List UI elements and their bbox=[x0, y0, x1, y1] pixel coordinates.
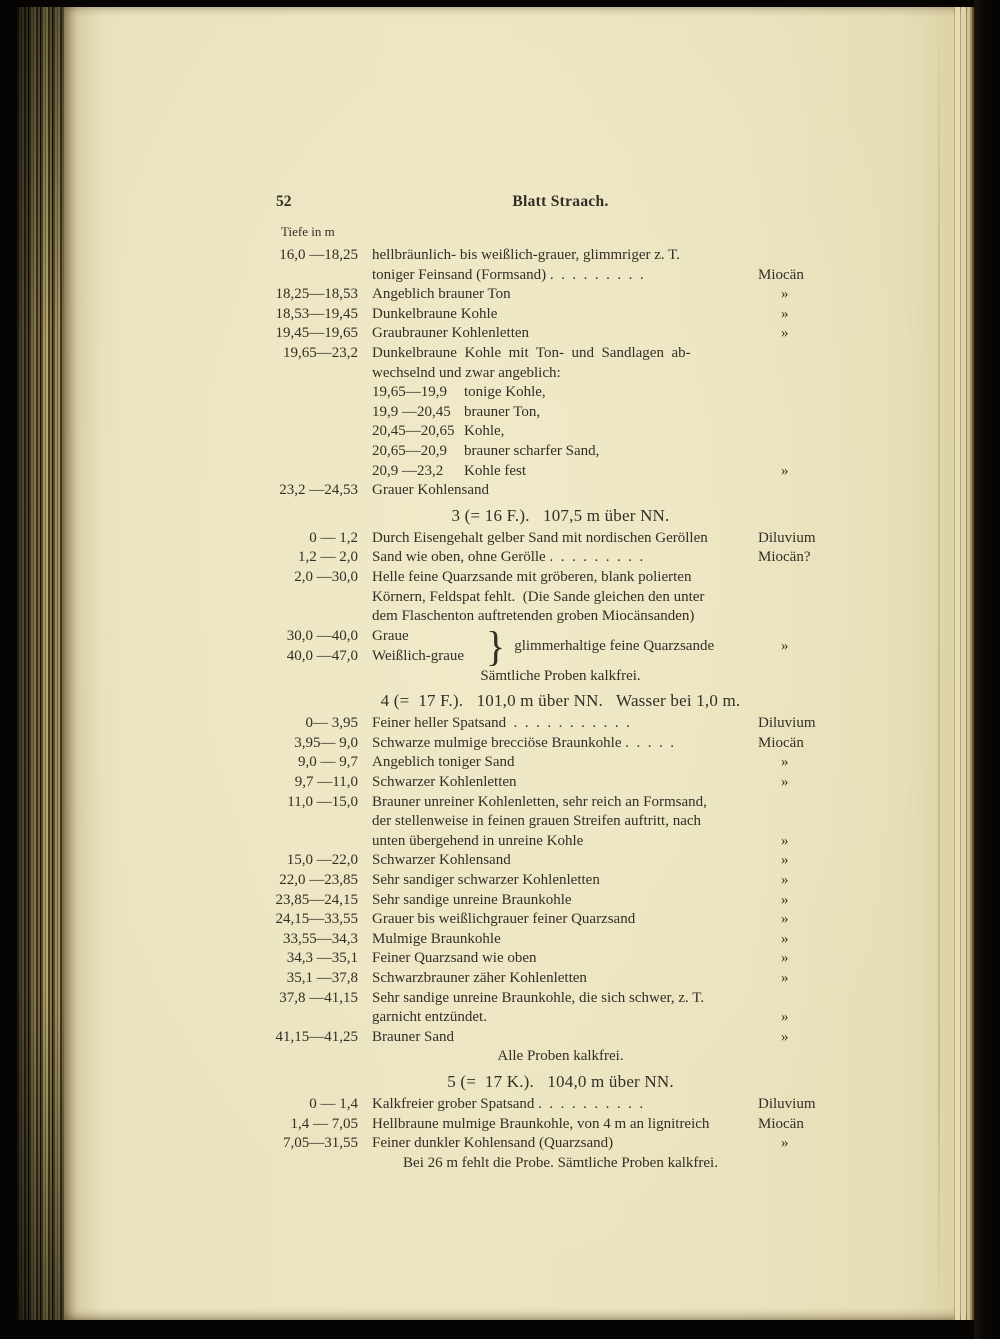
depth-column-header: Tiefe in m bbox=[281, 224, 335, 239]
table-row bbox=[273, 753, 848, 773]
table-row bbox=[273, 627, 486, 647]
layer-description: Graubrauner Kohlenletten bbox=[372, 325, 530, 342]
layer-description-text: brauner Ton, bbox=[464, 403, 541, 420]
stratum-label: » bbox=[781, 911, 789, 928]
table-row bbox=[273, 383, 848, 403]
layer-description: Dunkelbraune Kohle mit Ton- und Sandlagen ab- bbox=[372, 344, 691, 361]
table-row bbox=[273, 969, 848, 989]
layer-description: hellbräunlich- bis weißlich-grauer, glimmriger z. T. bbox=[372, 247, 680, 263]
layer-description: Sehr sandige unreine Braunkohle, die sich schwer, z. T. bbox=[372, 989, 705, 1006]
note-line: Bei 26 m fehlt die Probe. Sämtliche Proben kalkfrei. bbox=[403, 1154, 718, 1171]
layer-description-text: tonige Kohle, bbox=[464, 384, 546, 401]
sub-depth-range: 20,45—20,65 bbox=[372, 423, 455, 440]
layer-description: dem Flaschenton auftretenden groben Miocänsanden) bbox=[372, 608, 695, 625]
depth-range: 33,55—34,3 bbox=[283, 930, 358, 947]
table-row bbox=[273, 734, 848, 754]
depth-range: 11,0 —15,0 bbox=[287, 793, 358, 810]
stratum-label: » bbox=[781, 930, 789, 947]
depth-range: 9,0 — 9,7 bbox=[298, 754, 358, 771]
depth-range: 24,15—33,55 bbox=[275, 911, 358, 928]
layer-description: wechselnd und zwar angeblich: bbox=[372, 364, 561, 381]
layer-description: garnicht entzündet. bbox=[372, 1009, 487, 1026]
book-cover-edge bbox=[974, 0, 1000, 1339]
page-title: Blatt Straach. bbox=[512, 193, 609, 210]
table-row bbox=[273, 1115, 848, 1135]
note-line: Alle Proben kalkfrei. bbox=[497, 1048, 624, 1065]
borehole-table bbox=[273, 246, 848, 1173]
table-row bbox=[273, 1008, 848, 1028]
layer-description: Schwarzer Kohlensand bbox=[372, 852, 511, 869]
layer-description: Kalkfreier grober Spatsand . . . . . . . . . . bbox=[372, 1095, 644, 1112]
layer-description: Schwarzer Kohlenletten bbox=[372, 774, 517, 791]
depth-range: 0 — 1,4 bbox=[309, 1095, 358, 1112]
book-page bbox=[64, 7, 974, 1320]
stratum-label: » bbox=[781, 852, 789, 869]
table-row bbox=[273, 989, 848, 1009]
table-row bbox=[273, 246, 848, 266]
table-row bbox=[273, 832, 848, 852]
depth-range: 18,53—19,45 bbox=[275, 305, 358, 322]
stratum-label: » bbox=[781, 286, 789, 303]
depth-range: 19,45—19,65 bbox=[275, 325, 358, 342]
depth-range: 16,0 —18,25 bbox=[279, 247, 358, 263]
stratum-label: » bbox=[781, 891, 789, 908]
page-header bbox=[273, 192, 848, 214]
table-row bbox=[273, 305, 848, 325]
table-row bbox=[273, 548, 848, 568]
left-page-stack-edges bbox=[16, 7, 66, 1320]
table-row bbox=[273, 891, 848, 911]
depth-range: 40,0 —47,0 bbox=[286, 647, 358, 664]
borehole-section-heading: 5 (= 17 K.). 104,0 m über NN. bbox=[447, 1071, 674, 1091]
layer-description bbox=[372, 422, 758, 442]
table-row bbox=[273, 344, 848, 364]
table-row bbox=[273, 930, 848, 950]
table-row bbox=[273, 871, 848, 891]
depth-range: 22,0 —23,85 bbox=[279, 872, 358, 889]
stratum-label: Miocän bbox=[758, 266, 804, 283]
depth-range: 15,0 —22,0 bbox=[286, 852, 358, 869]
depth-range: 37,8 —41,15 bbox=[279, 989, 358, 1006]
layer-description: Feiner dunkler Kohlensand (Quarzsand) bbox=[372, 1135, 614, 1152]
depth-range: 3,95— 9,0 bbox=[294, 734, 358, 751]
layer-description: Angeblich toniger Sand bbox=[372, 754, 515, 771]
layer-description: Sand wie oben, ohne Gerölle . . . . . . . . . bbox=[372, 549, 644, 566]
layer-description: Brauner Sand bbox=[372, 1028, 455, 1045]
layer-description: der stellenweise in feinen grauen Streifen auftritt, nach bbox=[372, 813, 702, 830]
table-row bbox=[273, 364, 848, 384]
depth-range: 18,25—18,53 bbox=[275, 286, 358, 303]
stratum-label: » bbox=[781, 325, 789, 342]
table-row bbox=[273, 266, 848, 286]
stratum-label: » bbox=[781, 970, 789, 986]
table-row bbox=[273, 422, 848, 442]
depth-range: 34,3 —35,1 bbox=[286, 950, 358, 967]
layer-description bbox=[372, 403, 758, 423]
stratum-label: » bbox=[781, 1135, 789, 1152]
table-row bbox=[273, 793, 848, 813]
depth-range: 0 — 1,2 bbox=[309, 529, 358, 546]
table-row bbox=[273, 607, 848, 627]
depth-range: 23,85—24,15 bbox=[275, 891, 358, 908]
stratum-label: Miocän bbox=[758, 1115, 804, 1132]
stratum-label: » bbox=[781, 950, 789, 967]
stratum-label: » bbox=[781, 637, 789, 654]
table-row bbox=[273, 568, 848, 588]
layer-description: Brauner unreiner Kohlenletten, sehr reich an Formsand, bbox=[372, 793, 707, 810]
stratum-label: Miocän bbox=[758, 734, 804, 751]
depth-range: 1,4 — 7,05 bbox=[290, 1115, 358, 1132]
layer-description: Mulmige Braunkohle bbox=[372, 930, 501, 947]
borehole-section-heading: 4 (= 17 F.). 101,0 m über NN. Wasser bei 1,0 m. bbox=[380, 691, 741, 711]
table-row bbox=[273, 462, 848, 482]
brace-group bbox=[273, 622, 848, 670]
stratum-label: » bbox=[781, 832, 789, 849]
table-row bbox=[273, 1028, 848, 1048]
stratum-label: » bbox=[781, 305, 789, 322]
table-row bbox=[273, 285, 848, 305]
table-row bbox=[273, 812, 848, 832]
layer-description: Schwarze mulmige brecciöse Braunkohle . . . . . bbox=[372, 734, 674, 751]
stratum-label: » bbox=[781, 754, 789, 771]
layer-description: Grauer Kohlensand bbox=[372, 482, 490, 499]
table-row bbox=[273, 1095, 848, 1115]
page-number: 52 bbox=[276, 193, 292, 210]
layer-description: Hellbraune mulmige Braunkohle, von 4 m an lignitreich bbox=[372, 1115, 710, 1132]
layer-description-text: Kohle fest bbox=[464, 462, 527, 479]
note-line: Sämtliche Proben kalkfrei. bbox=[480, 667, 641, 684]
layer-description: Weißlich-graue bbox=[372, 647, 465, 664]
depth-range: 30,0 —40,0 bbox=[286, 628, 358, 645]
stratum-label: » bbox=[781, 462, 789, 479]
sub-depth-range: 19,65—19,9 bbox=[372, 384, 447, 401]
layer-description: Schwarzbrauner zäher Kohlenletten bbox=[372, 970, 587, 986]
layer-description: Sehr sandiger schwarzer Kohlenletten bbox=[372, 872, 600, 889]
depth-range: 35,1 —37,8 bbox=[286, 970, 358, 986]
table-row bbox=[273, 851, 848, 871]
sub-depth-range: 20,65—20,9 bbox=[372, 442, 447, 459]
stratum-label: Diluvium bbox=[758, 529, 816, 546]
layer-description: Angeblich brauner Ton bbox=[372, 286, 511, 303]
layer-description: glimmerhaltige feine Quarzsande bbox=[514, 637, 715, 654]
depth-range: 41,15—41,25 bbox=[275, 1028, 358, 1045]
table-row bbox=[273, 647, 486, 667]
layer-description: Graue bbox=[372, 628, 409, 645]
stratum-label: Diluvium bbox=[758, 715, 816, 732]
table-row bbox=[273, 949, 848, 969]
layer-description bbox=[372, 462, 758, 482]
brace-entries bbox=[273, 627, 486, 666]
borehole-section-heading: 3 (= 16 F.). 107,5 m über NN. bbox=[451, 505, 670, 525]
depth-range: 1,2 — 2,0 bbox=[298, 549, 358, 566]
layer-description bbox=[372, 383, 758, 403]
table-row bbox=[273, 442, 848, 462]
layer-description-text: Kohle, bbox=[464, 423, 505, 440]
depth-range: 0— 3,95 bbox=[305, 715, 358, 732]
table-row bbox=[273, 714, 848, 734]
depth-range: 19,65—23,2 bbox=[283, 344, 358, 361]
table-row bbox=[273, 910, 848, 930]
right-page-edges bbox=[948, 7, 974, 1320]
sub-depth-range: 19,9 —20,45 bbox=[372, 403, 451, 420]
layer-description: Helle feine Quarzsande mit gröberen, blank polierten bbox=[372, 568, 692, 585]
stratum-label: » bbox=[781, 774, 789, 791]
layer-description: Feiner Quarzsand wie oben bbox=[372, 950, 537, 967]
table-row bbox=[273, 529, 848, 549]
table-row bbox=[273, 403, 848, 423]
table-row bbox=[273, 1134, 848, 1154]
stratum-label: Miocän? bbox=[758, 549, 811, 566]
depth-range: 7,05—31,55 bbox=[283, 1135, 358, 1152]
stratum-label: » bbox=[781, 1009, 789, 1026]
table-row bbox=[273, 588, 848, 608]
table-row bbox=[273, 773, 848, 793]
brace-icon: } bbox=[486, 622, 506, 670]
layer-description: Dunkelbraune Kohle bbox=[372, 305, 498, 322]
layer-description: toniger Feinsand (Formsand) . . . . . . . . . bbox=[372, 266, 644, 283]
depth-range: 9,7 —11,0 bbox=[294, 774, 358, 791]
layer-description: Feiner heller Spatsand . . . . . . . . . . . bbox=[372, 715, 630, 732]
depth-range: 23,2 —24,53 bbox=[279, 482, 358, 499]
depth-range: 2,0 —30,0 bbox=[294, 568, 358, 585]
layer-description: Durch Eisengehalt gelber Sand mit nordischen Geröllen bbox=[372, 529, 708, 546]
layer-description: unten übergehend in unreine Kohle bbox=[372, 832, 584, 849]
layer-description bbox=[372, 442, 758, 462]
layer-description: Sehr sandige unreine Braunkohle bbox=[372, 891, 572, 908]
stratum-label: » bbox=[781, 1028, 789, 1045]
table-row bbox=[273, 324, 848, 344]
layer-description: Körnern, Feldspat fehlt. (Die Sande gleichen den unter bbox=[372, 588, 705, 605]
sub-depth-range: 20,9 —23,2 bbox=[372, 462, 444, 479]
layer-description-text: brauner scharfer Sand, bbox=[464, 442, 600, 459]
stratum-label: Diluvium bbox=[758, 1095, 816, 1112]
stratum-label: » bbox=[781, 872, 789, 889]
table-row bbox=[273, 481, 848, 501]
layer-description: Grauer bis weißlichgrauer feiner Quarzsand bbox=[372, 911, 636, 928]
page-content bbox=[273, 192, 848, 1173]
